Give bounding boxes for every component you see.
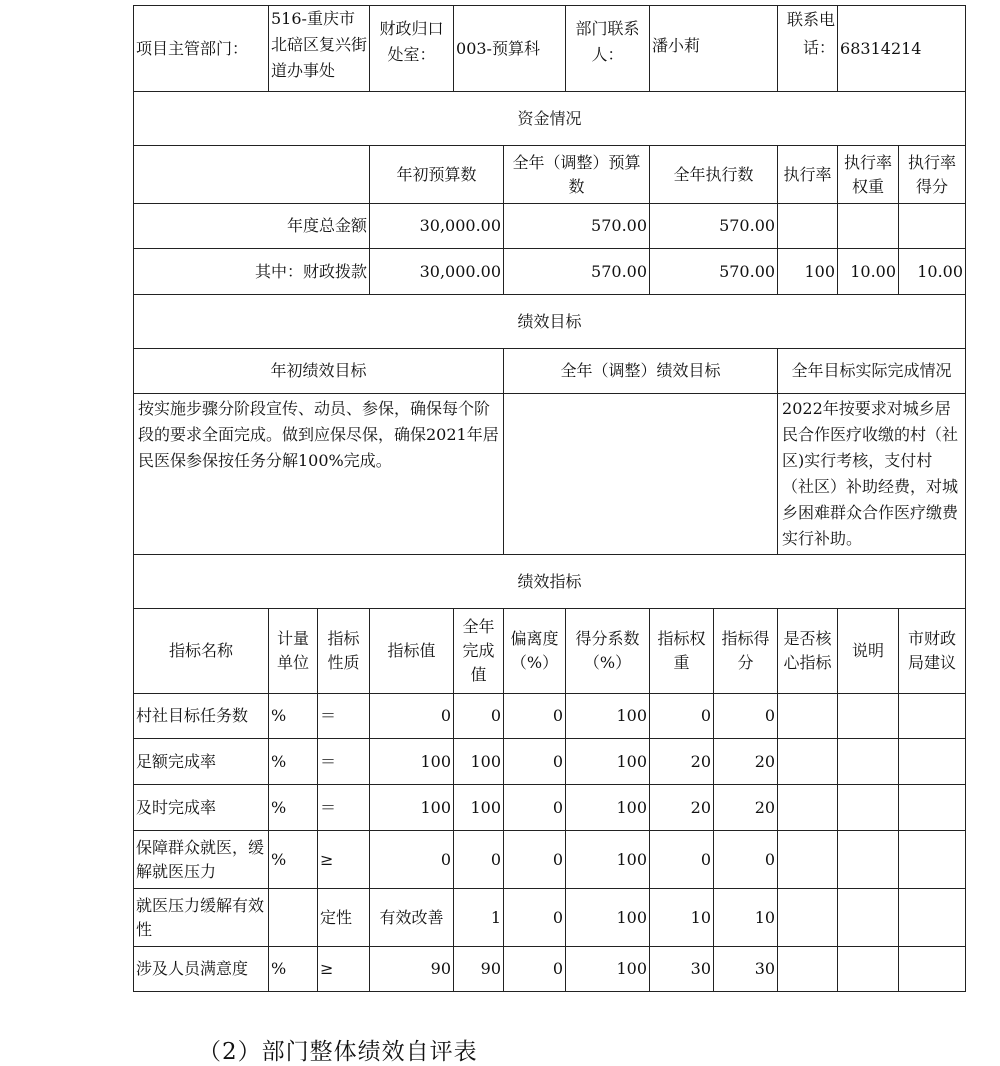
indicator-cell: 0 xyxy=(454,831,504,889)
indicator-cell: 100 xyxy=(454,785,504,831)
indicator-cell xyxy=(838,889,899,947)
indicator-cell: ＝ xyxy=(318,785,370,831)
indicator-cell: 30 xyxy=(650,947,714,992)
indicator-cell: 90 xyxy=(370,947,454,992)
funds-cell: 570.00 xyxy=(504,204,650,249)
indicator-cell xyxy=(899,889,966,947)
indicator-header: 指标得分 xyxy=(714,609,778,694)
indicator-cell: 100 xyxy=(370,739,454,785)
funds-cell: 10.00 xyxy=(838,249,899,295)
indicator-cell: 100 xyxy=(566,739,650,785)
indicator-row xyxy=(134,785,966,831)
indicator-cell xyxy=(778,889,838,947)
indicator-cell: % xyxy=(269,694,318,739)
funds-header: 执行率权重 xyxy=(838,146,899,204)
indicator-cell: 20 xyxy=(650,739,714,785)
indicator-cell xyxy=(899,831,966,889)
indicator-cell xyxy=(778,694,838,739)
indicator-cell: 20 xyxy=(714,785,778,831)
indicator-header: 得分系数（%） xyxy=(566,609,650,694)
indicator-row xyxy=(134,831,966,889)
indicator-cell: 100 xyxy=(454,739,504,785)
indicator-cell: 0 xyxy=(650,831,714,889)
goals-header: 年初绩效目标 xyxy=(134,349,504,394)
fin-value: 003-预算科 xyxy=(454,6,566,92)
indicator-header: 说明 xyxy=(838,609,899,694)
funds-row-label: 其中：财政拨款 xyxy=(134,249,370,295)
indicator-cell xyxy=(778,739,838,785)
goals-header: 全年目标实际完成情况 xyxy=(778,349,966,394)
indicator-cell xyxy=(899,785,966,831)
indicator-header: 指标权重 xyxy=(650,609,714,694)
indicator-cell: 0 xyxy=(504,947,566,992)
indicator-cell: % xyxy=(269,739,318,785)
indicator-cell: 0 xyxy=(504,831,566,889)
dept-label: 项目主管部门： xyxy=(134,6,269,92)
indicator-cell: 100 xyxy=(370,785,454,831)
funds-header-blank xyxy=(134,146,370,204)
indicator-cell: 100 xyxy=(566,947,650,992)
indicator-cell xyxy=(899,694,966,739)
funds-cell xyxy=(899,204,966,249)
funds-cell: 30,000.00 xyxy=(370,249,504,295)
indicator-header: 偏离度（%） xyxy=(504,609,566,694)
indicator-cell: 20 xyxy=(650,785,714,831)
contact-label: 部门联系人： xyxy=(566,6,650,92)
indicator-cell xyxy=(838,785,899,831)
indicator-cell xyxy=(778,785,838,831)
indicator-header: 指标名称 xyxy=(134,609,269,694)
indicator-row xyxy=(134,739,966,785)
funds-cell: 570.00 xyxy=(650,249,778,295)
indicator-cell xyxy=(838,739,899,785)
indicator-cell: 30 xyxy=(714,947,778,992)
indicator-rows xyxy=(134,694,966,992)
indicator-cell: 100 xyxy=(566,889,650,947)
indicator-cell: % xyxy=(269,785,318,831)
indicator-cell: % xyxy=(269,831,318,889)
performance-table xyxy=(133,5,966,992)
phone-label: 联系电话： xyxy=(778,6,838,92)
indicator-cell: 10 xyxy=(714,889,778,947)
indicator-cell xyxy=(838,947,899,992)
indicator-name: 足额完成率 xyxy=(134,739,269,785)
indicator-cell xyxy=(899,739,966,785)
funds-cell: 100 xyxy=(778,249,838,295)
indicator-name: 涉及人员满意度 xyxy=(134,947,269,992)
indicator-cell: ＝ xyxy=(318,739,370,785)
indicator-row xyxy=(134,889,966,947)
indicator-name: 村社目标任务数 xyxy=(134,694,269,739)
dept-value: 516-重庆市北碚区复兴街道办事处 xyxy=(269,6,370,92)
indicator-cell: ＝ xyxy=(318,694,370,739)
indicator-header: 是否核心指标 xyxy=(778,609,838,694)
funds-header: 执行率 xyxy=(778,146,838,204)
indicator-cell xyxy=(838,694,899,739)
indicator-row xyxy=(134,694,966,739)
contact-value: 潘小莉 xyxy=(650,6,778,92)
indicator-header: 市财政局建议 xyxy=(899,609,966,694)
goals-header: 全年（调整）绩效目标 xyxy=(504,349,778,394)
indicator-cell xyxy=(899,947,966,992)
indicator-cell: 0 xyxy=(370,831,454,889)
indicator-header: 指标性质 xyxy=(318,609,370,694)
indicator-cell: 0 xyxy=(504,694,566,739)
indicator-header: 指标值 xyxy=(370,609,454,694)
funds-row xyxy=(134,249,966,295)
indicator-header: 计量单位 xyxy=(269,609,318,694)
indicator-cell: 100 xyxy=(566,831,650,889)
funds-cell: 10.00 xyxy=(899,249,966,295)
indicator-cell: 90 xyxy=(454,947,504,992)
funds-row-label: 年度总金额 xyxy=(134,204,370,249)
indicator-cell: 0 xyxy=(504,739,566,785)
indicator-cell: 0 xyxy=(504,785,566,831)
indicator-name: 及时完成率 xyxy=(134,785,269,831)
indicator-cell xyxy=(778,831,838,889)
indicator-cell: ≥ xyxy=(318,947,370,992)
indicator-cell: 0 xyxy=(504,889,566,947)
indicator-cell: 0 xyxy=(370,694,454,739)
funds-row xyxy=(134,204,966,249)
indicator-cell: % xyxy=(269,947,318,992)
indicator-cell: ≥ xyxy=(318,831,370,889)
funds-cell: 570.00 xyxy=(504,249,650,295)
goals-section-title: 绩效目标 xyxy=(134,295,966,349)
fin-label: 财政归口处室： xyxy=(370,6,454,92)
indicator-cell: 100 xyxy=(566,694,650,739)
indicator-cell xyxy=(778,947,838,992)
indicator-cell: 20 xyxy=(714,739,778,785)
indicator-name: 就医压力缓解有效性 xyxy=(134,889,269,947)
funds-cell xyxy=(838,204,899,249)
indicator-cell xyxy=(838,831,899,889)
adjusted-goal-text xyxy=(504,394,778,555)
indicator-cell: 10 xyxy=(650,889,714,947)
indicator-cell: 1 xyxy=(454,889,504,947)
indicator-cell: 0 xyxy=(714,694,778,739)
indicator-header: 全年完成值 xyxy=(454,609,504,694)
phone-value: 68314214 xyxy=(838,6,966,92)
funds-header: 全年执行数 xyxy=(650,146,778,204)
initial-goal-text: 按实施步骤分阶段宣传、动员、参保，确保每个阶段的要求全面完成。做到应保尽保，确保2021年居民医保参保按任务分解100%完成。 xyxy=(134,394,504,555)
funds-cell: 570.00 xyxy=(650,204,778,249)
funds-header: 全年（调整）预算数 xyxy=(504,146,650,204)
funds-cell: 30,000.00 xyxy=(370,204,504,249)
indicator-name: 保障群众就医，缓解就医压力 xyxy=(134,831,269,889)
funds-section-title: 资金情况 xyxy=(134,92,966,146)
indicator-cell: 0 xyxy=(714,831,778,889)
indicator-cell: 有效改善 xyxy=(370,889,454,947)
indicator-row xyxy=(134,947,966,992)
actual-completion-text: 2022年按要求对城乡居民合作医疗收缴的村（社区)实行考核，支付村（社区）补助经费，对城乡困难群众合作医疗缴费实行补助。 xyxy=(778,394,966,555)
indicator-cell: 定性 xyxy=(318,889,370,947)
next-section-heading: （2）部门整体绩效自评表 xyxy=(198,1039,478,1065)
indicators-section-title: 绩效指标 xyxy=(134,555,966,609)
indicator-cell: 0 xyxy=(650,694,714,739)
indicator-cell: 100 xyxy=(566,785,650,831)
indicators-header-row xyxy=(134,609,966,694)
funds-header: 年初预算数 xyxy=(370,146,504,204)
indicator-cell: 0 xyxy=(454,694,504,739)
funds-cell xyxy=(778,204,838,249)
indicator-cell xyxy=(269,889,318,947)
funds-header: 执行率得分 xyxy=(899,146,966,204)
